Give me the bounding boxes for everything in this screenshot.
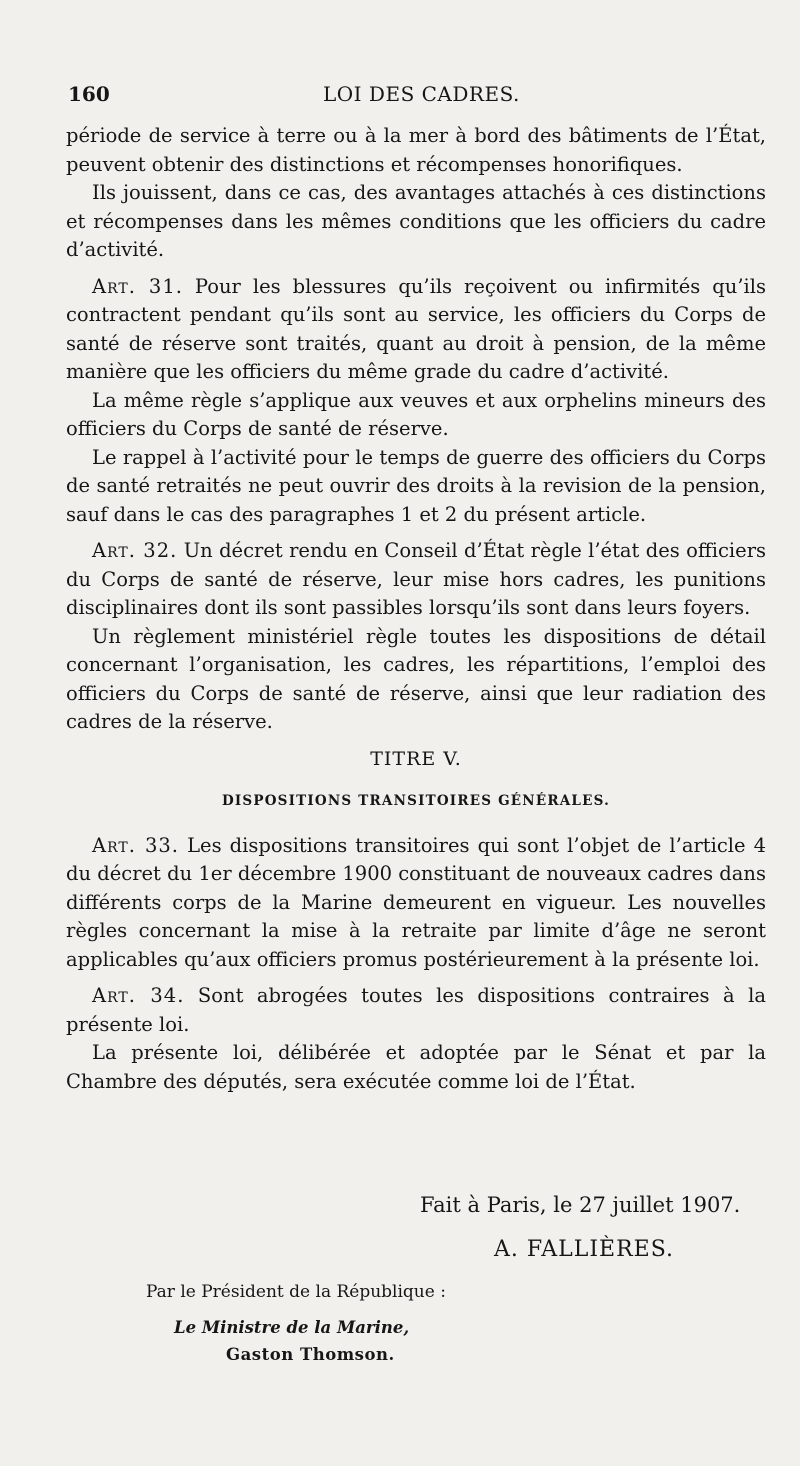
article-label: Art. 34. (92, 984, 185, 1007)
paragraph: Ils jouissent, dans ce cas, des avantages attachés à ces distinctions et récompenses dans les mêmes conditions que les officiers du cadre d’activité. (66, 181, 766, 261)
running-head (68, 82, 765, 118)
article-34 (66, 982, 766, 1039)
article-text: Sont abrogées toutes les dispositions contraires à la présente loi. (66, 984, 767, 1036)
paragraph: Un règlement ministériel règle toutes les dispositions de détail concernant l’organisation, les cadres, les répartitions, l’emploi des officiers du Corps de santé de réserve, ainsi que leur radiation des cadres de la réserve. (66, 624, 766, 733)
article-31 (66, 273, 766, 387)
paragraph: La présente loi, délibérée et adoptée par le Sénat et par la Chambre des députés, sera exécutée comme loi de l’État. (66, 1041, 766, 1093)
president-line: Par le Président de la République : (146, 1282, 446, 1302)
section-title: TITRE V. (370, 747, 462, 770)
article-33 (66, 832, 766, 975)
date-line: Fait à Paris, le 27 juillet 1907. (420, 1193, 741, 1217)
article-label: Art. 32. (92, 539, 178, 562)
article-text: Pour les blessures qu’ils reçoivent ou infirmités qu’ils contractent pendant qu’ils sont au service, les officiers du Corps de santé de réserve sont traités, quant au droit à pension, de la même manière que les officiers du même grade du cadre d’activité. (66, 274, 766, 383)
paragraph-continuation: période de service à terre ou à la mer à bord des bâtiments de l’État, peuvent obtenir des distinctions et récompenses honorifiques. (66, 124, 766, 176)
article-text: Un décret rendu en Conseil d’État règle l’état des officiers du Corps de santé de réserve, leur mise hors cadres, les punitions disciplinaires dont ils sont passibles lorsqu’ils sont dans leurs foyers. (66, 539, 767, 619)
article-label: Art. 33. (92, 833, 179, 857)
body-text (66, 122, 766, 1096)
page-number: 160 (68, 82, 110, 106)
running-title: LOI DES CADRES. (323, 82, 520, 106)
article-32 (66, 537, 766, 623)
section-subtitle: DISPOSITIONS TRANSITOIRES GÉNÉRALES. (222, 793, 610, 809)
article-label: Art. 31. (92, 274, 183, 298)
paragraph: Le rappel à l’activité pour le temps de guerre des officiers du Corps de santé retraités ne peut ouvrir des droits à la revision de la pension, sauf dans le cas des paragraphes 1 et 2 du présent article. (66, 445, 766, 526)
signer-name: A. FALLIÈRES. (494, 1237, 674, 1262)
paragraph: La même règle s’applique aux veuves et aux orphelins mineurs des officiers du Corps de santé de réserve. (66, 388, 766, 440)
minister-title: Le Ministre de la Marine, (174, 1318, 410, 1337)
minister-name: Gaston Thomson. (226, 1345, 395, 1364)
article-text: Les dispositions transitoires qui sont l’objet de l’article 4 du décret du 1er décembre 1900 constituant de nouveaux cadres dans différents corps de la Marine demeurent en vigueur. Les nouvelles règles concernant la mise à la retraite par limite d’âge ne seront applicables qu’aux officiers promus postérieurement à la présente loi. (66, 833, 767, 971)
